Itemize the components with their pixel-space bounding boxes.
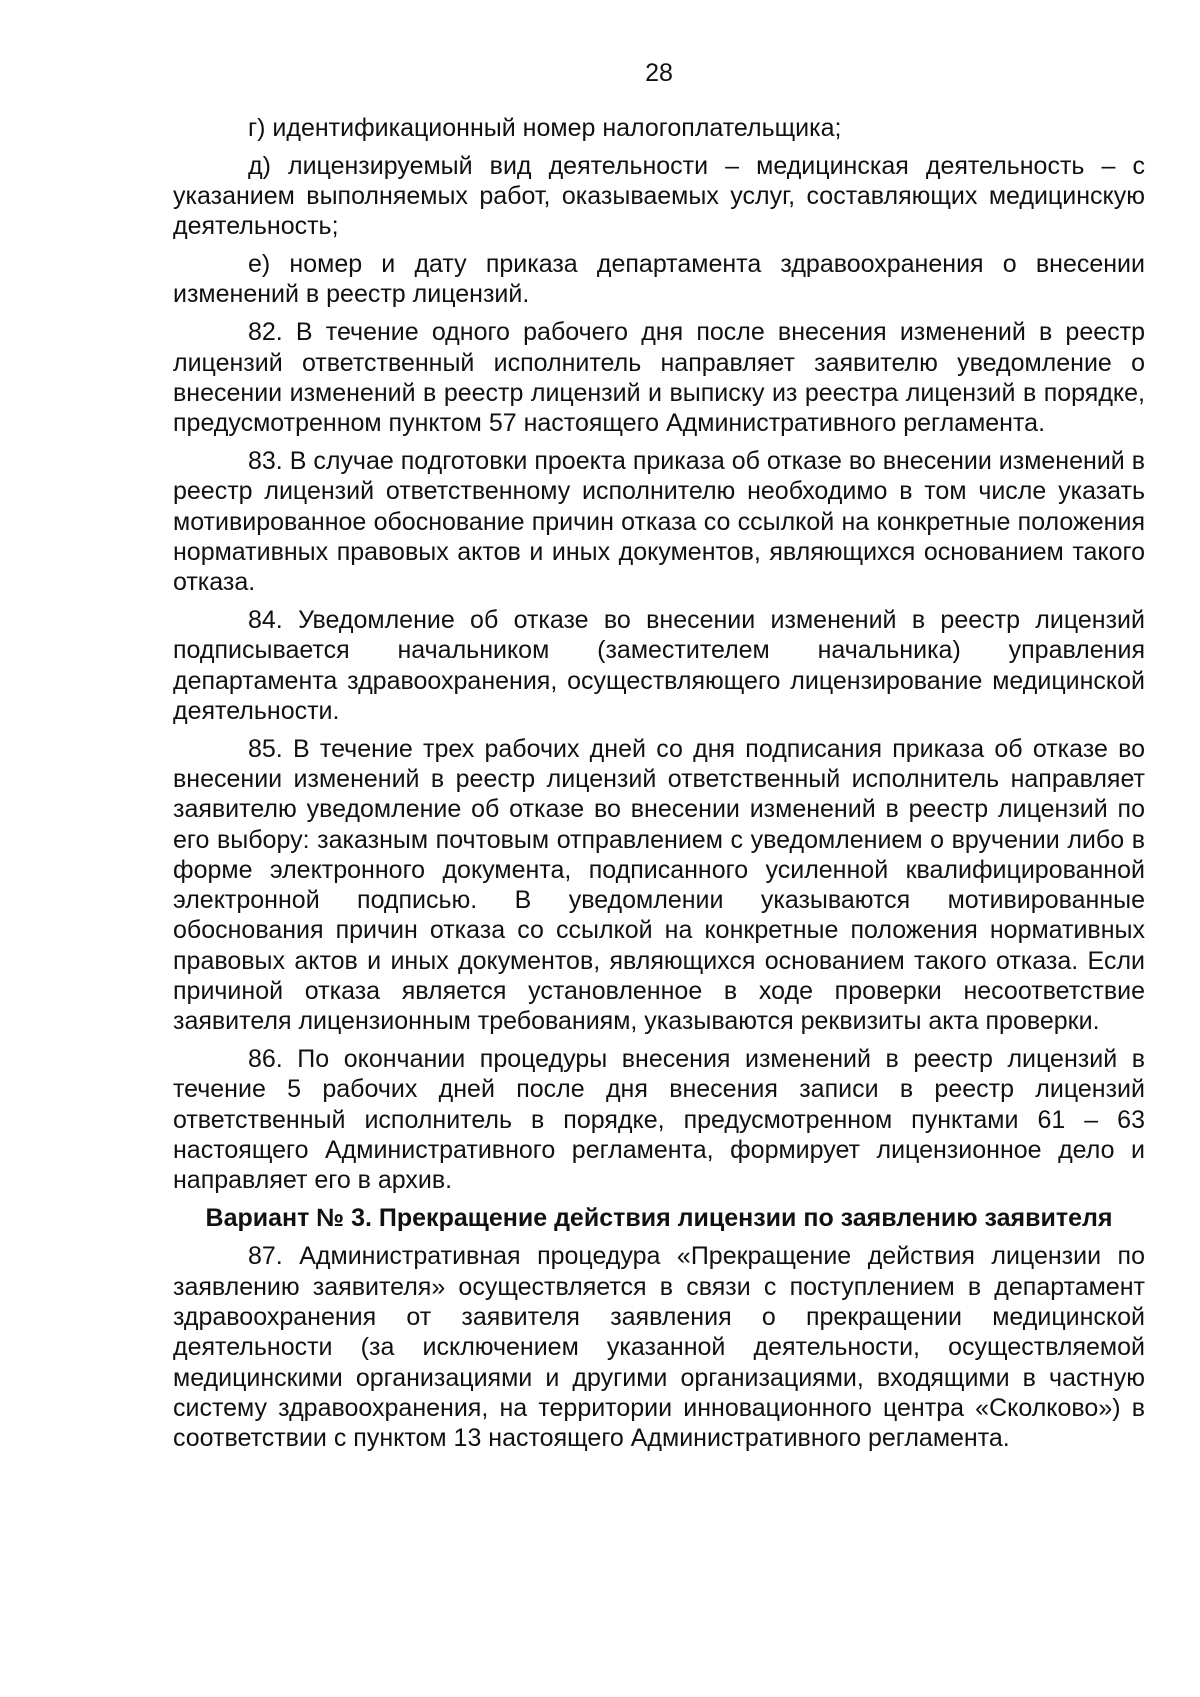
- paragraph-87: 87. Административная процедура «Прекращение действия лицензии по заявлению заявителя» осуществляется в связи с поступлением в департамент здравоохранения от заявителя заявления о прекращении медицинской деятельности (за исключением указанной деятельности, осуществляемой медицинскими организациями и другими организациями, входящими в частную систему здравоохранения, на территории инновационного центра «Сколково») в соответствии с пунктом 13 настоящего Административного регламента.: [173, 1242, 1145, 1453]
- paragraph-83: 83. В случае подготовки проекта приказа об отказе во внесении изменений в реестр лицензий ответственному исполнителю необходимо в том числе указать мотивированное обоснование причин отказа со ссылкой на конкретные положения нормативных правовых актов и иных документов, являющихся основанием такого отказа.: [173, 446, 1145, 597]
- document-body: [173, 113, 1145, 1461]
- section-heading: Вариант № 3. Прекращение действия лицензии по заявлению заявителя: [205, 1204, 1113, 1233]
- paragraph-licensed-activity: д) лицензируемый вид деятельности – медицинская деятельность – с указанием выполняемых работ, оказываемых услуг, составляющих медицинскую деятельность;: [173, 151, 1145, 241]
- paragraph-order-number-date: е) номер и дату приказа департамента здравоохранения о внесении изменений в реестр лицензий.: [173, 250, 1145, 309]
- page-number: 28: [645, 59, 673, 87]
- paragraph-82: 82. В течение одного рабочего дня после внесения изменений в реестр лицензий ответственный исполнитель направляет заявителю уведомление о внесении изменений в реестр лицензий и выписку из реестра лицензий в порядке, предусмотренном пунктом 57 настоящего Административного регламента.: [173, 318, 1145, 438]
- paragraph-86: 86. По окончании процедуры внесения изменений в реестр лицензий в течение 5 рабочих дней после дня внесения записи в реестр лицензий ответственный исполнитель в порядке, предусмотренном пунктами 61 – 63 настоящего Административного регламента, формирует лицензионное дело и направляет его в архив.: [173, 1045, 1145, 1195]
- paragraph-inn: г) идентификационный номер налогоплательщика;: [248, 114, 842, 142]
- paragraph-84: 84. Уведомление об отказе во внесении изменений в реестр лицензий подписывается начальником (заместителем начальника) управления департамента здравоохранения, осуществляющего лицензирование медицинской деятельности.: [173, 605, 1145, 725]
- paragraph-85: 85. В течение трех рабочих дней со дня подписания приказа об отказе во внесении изменений в реестр лицензий ответственный исполнитель направляет заявителю уведомление об отказе во внесении изменений в реестр лицензий по его выбору: заказным почтовым отправлением с уведомлением о вручении либо в форме электронного документа, подписанного усиленной квалифицированной электронной подписью. В уведомлении указываются мотивированные обоснования причин отказа со ссылкой на конкретные положения нормативных правовых актов и иных документов, являющихся основанием такого отказа. Если причиной отказа является установленное в ходе проверки несоответствие заявителя лицензионным требованиям, указываются реквизиты акта проверки.: [173, 734, 1145, 1036]
